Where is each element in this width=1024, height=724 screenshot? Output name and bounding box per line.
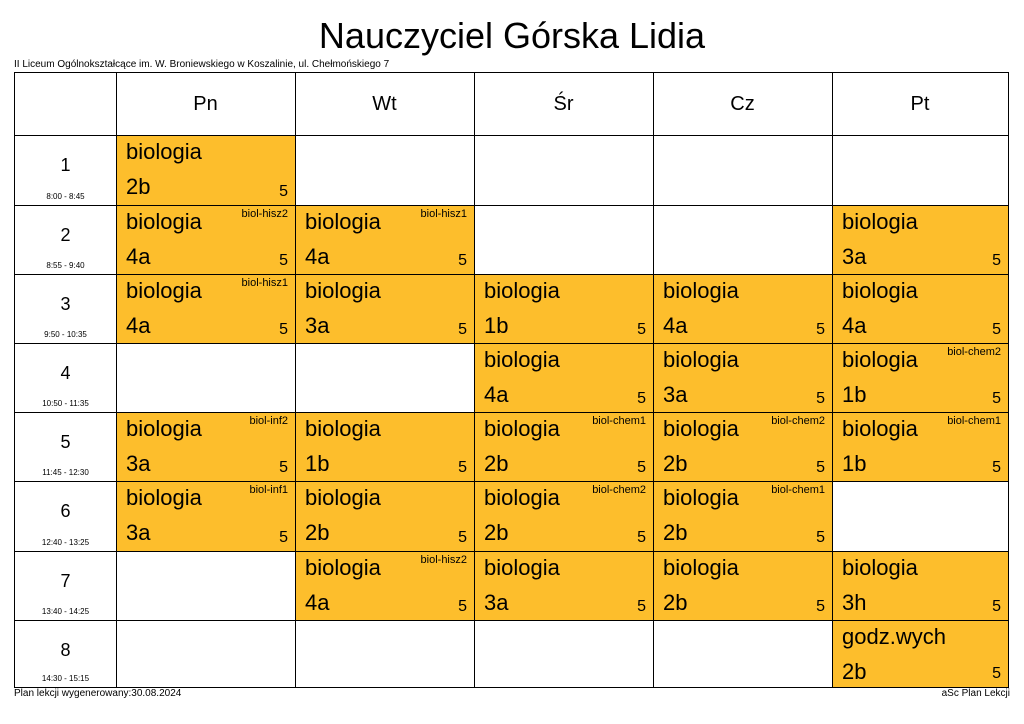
lesson-group: biol-hisz1 [241,277,288,289]
lesson-cell[interactable] [654,552,832,620]
lesson-subject: biologia [126,278,202,303]
day-header: Wt [372,92,397,115]
lesson-cell[interactable] [475,482,653,551]
period-cell [15,620,116,687]
period-number: 1 [60,155,71,175]
lesson-subject: biologia [663,555,739,580]
lesson-subject: biologia [305,416,381,441]
period-cell [15,135,116,205]
lesson-class: 2b [126,174,151,199]
lesson-cell[interactable] [117,413,295,481]
lesson-cell[interactable] [117,136,295,205]
lesson-room: 5 [637,598,646,615]
lesson-cell[interactable] [117,275,295,343]
grid-hline [15,135,1008,136]
lesson-subject: biologia [305,278,381,303]
lesson-room: 5 [992,459,1001,476]
grid-hline [15,205,1008,206]
lesson-cell[interactable] [117,206,295,274]
lesson-subject: biologia [126,209,202,234]
lesson-subject: biologia [842,555,918,580]
lesson-class: 2b [842,659,867,684]
lesson-room: 5 [816,598,825,615]
lesson-class: 1b [842,382,867,407]
day-header: Cz [730,92,755,115]
lesson-class: 2b [663,520,688,545]
period-cell [15,205,116,274]
grid-hline [15,551,1008,552]
lesson-class: 4a [126,313,151,338]
lesson-subject: biologia [484,416,560,441]
lesson-class: 2b [484,451,509,476]
lesson-subject: biologia [842,347,918,372]
period-cell [15,481,116,551]
day-header: Pn [193,92,218,115]
lesson-class: 4a [305,590,330,615]
lesson-class: 4a [842,313,867,338]
lesson-subject: biologia [305,485,381,510]
grid-vline [653,73,654,687]
period-number: 5 [60,432,71,452]
lesson-class: 3a [126,451,151,476]
lesson-subject: biologia [663,278,739,303]
lesson-room: 5 [279,252,288,269]
lesson-room: 5 [992,321,1001,338]
lesson-group: biol-hisz1 [420,208,467,220]
lesson-room: 5 [992,665,1001,682]
period-time: 14:30 - 15:15 [41,674,90,683]
lesson-subject: biologia [126,416,202,441]
lesson-cell[interactable] [296,413,474,481]
period-cell [15,343,116,412]
lesson-room: 5 [816,529,825,546]
period-cell [15,551,116,620]
period-time: 8:55 - 9:40 [46,261,85,270]
lesson-cell[interactable] [833,621,1008,687]
period-number: 3 [60,294,71,314]
lesson-class: 2b [663,590,688,615]
period-number: 2 [60,225,71,245]
lesson-subject: biologia [126,139,202,164]
period-number: 6 [60,501,71,521]
lesson-room: 5 [992,390,1001,407]
lesson-room: 5 [279,459,288,476]
timetable-grid [14,72,1009,688]
day-header: Śr [553,92,574,115]
period-number: 8 [60,640,71,660]
lesson-cell[interactable] [475,413,653,481]
lesson-subject: biologia [305,555,381,580]
lesson-cell[interactable] [833,275,1008,343]
lesson-cell[interactable] [654,413,832,481]
page-title: Nauczyciel Górska Lidia [318,15,706,56]
lesson-cell[interactable] [833,344,1008,412]
lesson-class: 3a [126,520,151,545]
period-time: 11:45 - 12:30 [42,468,89,477]
lesson-room: 5 [992,252,1001,269]
lesson-room: 5 [279,321,288,338]
grid-hline [15,274,1008,275]
lesson-class: 1b [842,451,867,476]
lesson-subject: biologia [484,347,560,372]
grid-vline [295,73,296,687]
lesson-subject: biologia [305,209,381,234]
lesson-subject: godz.wych [842,624,946,649]
lesson-cell[interactable] [833,552,1008,620]
lesson-class: 4a [126,244,151,269]
lesson-subject: biologia [842,416,918,441]
lesson-room: 5 [637,321,646,338]
lesson-class: 3a [305,313,330,338]
lesson-group: biol-chem2 [771,415,825,427]
lesson-group: biol-chem2 [947,346,1001,358]
lesson-class: 2b [484,520,509,545]
lesson-class: 4a [484,382,509,407]
lesson-cell[interactable] [296,206,474,274]
period-time: 9:50 - 10:35 [44,330,87,339]
lesson-group: biol-chem1 [592,415,646,427]
lesson-room: 5 [458,598,467,615]
school-name: II Liceum Ogólnokształcące im. W. Broniewskiego w Koszalinie, ul. Chełmońskiego 7 [14,59,390,70]
lesson-cell[interactable] [475,275,653,343]
lesson-group: biol-inf1 [249,484,288,496]
grid-vline [116,73,117,687]
lesson-cell[interactable] [475,552,653,620]
lesson-class: 3a [663,382,688,407]
lesson-room: 5 [637,529,646,546]
lesson-class: 3a [842,244,867,269]
lesson-class: 3a [484,590,509,615]
lesson-cell[interactable] [296,482,474,551]
lesson-cell[interactable] [475,344,653,412]
lesson-room: 5 [458,252,467,269]
lesson-subject: biologia [663,416,739,441]
lesson-group: biol-inf2 [249,415,288,427]
lesson-subject: biologia [842,209,918,234]
period-number: 4 [60,363,71,383]
lesson-cell[interactable] [296,552,474,620]
lesson-room: 5 [816,321,825,338]
lesson-group: biol-chem1 [947,415,1001,427]
lesson-class: 4a [663,313,688,338]
grid-vline [474,73,475,687]
lesson-class: 2b [663,451,688,476]
lesson-cell[interactable] [117,482,295,551]
lesson-group: biol-chem2 [592,484,646,496]
period-time: 13:40 - 14:25 [41,607,90,616]
lesson-group: biol-hisz2 [420,554,467,566]
lesson-subject: biologia [842,278,918,303]
generated-date: Plan lekcji wygenerowany:30.08.2024 [14,688,182,699]
lesson-class: 2b [305,520,330,545]
lesson-room: 5 [816,459,825,476]
lesson-group: biol-hisz2 [241,208,288,220]
lesson-cell[interactable] [654,344,832,412]
lesson-room: 5 [637,390,646,407]
grid-vline [832,73,833,687]
period-time: 12:40 - 13:25 [41,538,90,547]
lesson-subject: biologia [663,485,739,510]
lesson-class: 4a [305,244,330,269]
lesson-room: 5 [458,529,467,546]
lesson-room: 5 [816,390,825,407]
lesson-room: 5 [279,183,288,200]
lesson-cell[interactable] [833,206,1008,274]
period-cell [15,274,116,343]
lesson-room: 5 [279,529,288,546]
lesson-room: 5 [458,321,467,338]
lesson-subject: biologia [484,555,560,580]
lesson-cell[interactable] [654,482,832,551]
lesson-class: 1b [305,451,330,476]
lesson-group: biol-chem1 [771,484,825,496]
grid-hline [15,481,1008,482]
lesson-cell[interactable] [833,413,1008,481]
lesson-room: 5 [458,459,467,476]
lesson-room: 5 [637,459,646,476]
grid-hline [15,343,1008,344]
period-time: 10:50 - 11:35 [42,399,89,408]
day-header: Pt [910,92,930,115]
lesson-cell[interactable] [296,275,474,343]
lesson-subject: biologia [484,485,560,510]
lesson-class: 3h [842,590,867,615]
period-time: 8:00 - 8:45 [46,192,85,201]
grid-hline [15,412,1008,413]
grid-hline [15,620,1008,621]
period-number: 7 [60,571,71,591]
lesson-subject: biologia [663,347,739,372]
lesson-class: 1b [484,313,509,338]
lesson-subject: biologia [484,278,560,303]
lesson-subject: biologia [126,485,202,510]
period-cell [15,412,116,481]
app-brand: aSc Plan Lekcji [941,688,1010,699]
lesson-cell[interactable] [654,275,832,343]
lesson-room: 5 [992,598,1001,615]
